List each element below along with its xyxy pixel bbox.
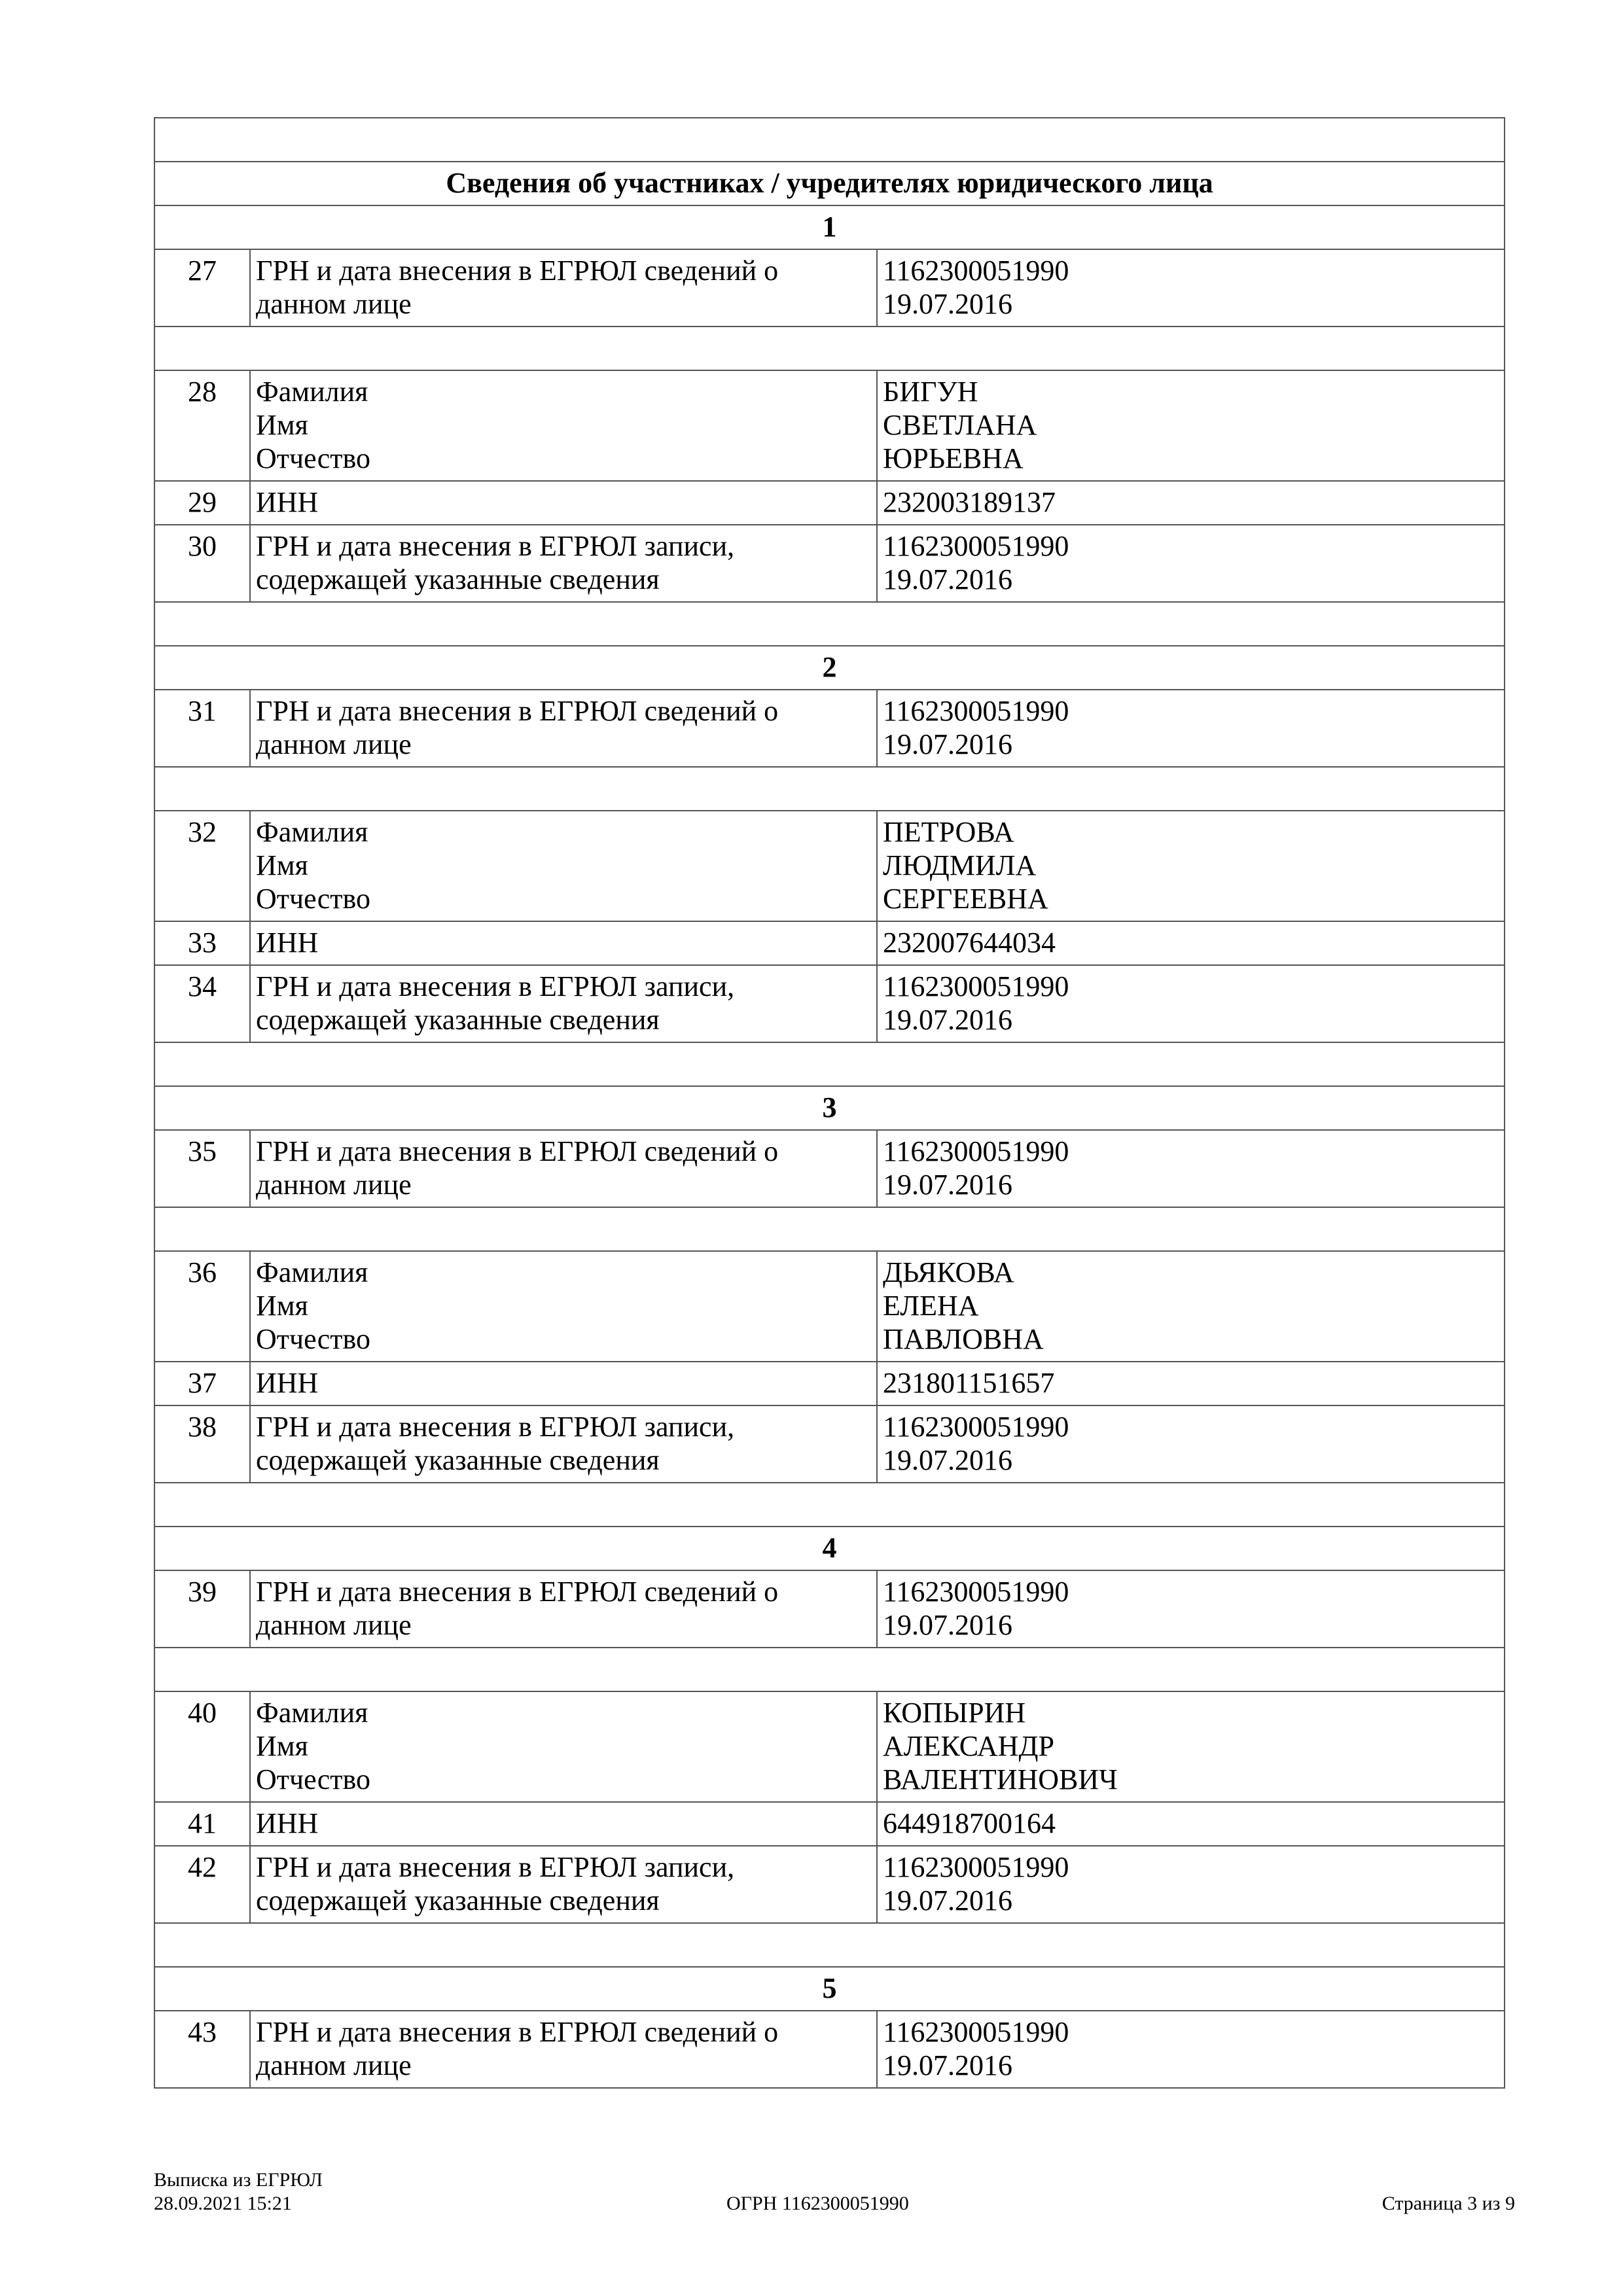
value-line: ПЕТРОВА: [883, 816, 1014, 848]
table-row: [154, 1802, 1505, 1846]
row-label: [250, 921, 877, 965]
label-line: ГРН и дата внесения в ЕГРЮЛ записи,: [256, 970, 735, 1002]
row-value: [877, 1846, 1505, 1923]
value-line: ВАЛЕНТИНОВИЧ: [883, 1763, 1118, 1795]
label-line: данном лице: [256, 288, 412, 320]
participant-group-row: [154, 1527, 1505, 1570]
row-number: 39: [154, 1570, 250, 1648]
row-label: [250, 811, 877, 921]
participant-group-row: [154, 205, 1505, 249]
row-value: [877, 481, 1505, 525]
row-label: [250, 1362, 877, 1405]
footer-left: [154, 2168, 323, 2216]
value-line: 19.07.2016: [883, 1004, 1012, 1036]
footer-datetime: 28.09.2021 15:21: [154, 2193, 292, 2214]
label-line: ГРН и дата внесения в ЕГРЮЛ записи,: [256, 530, 735, 562]
participant-number: 1: [154, 205, 1505, 249]
row-value: [877, 370, 1505, 481]
row-label: [250, 1130, 877, 1207]
label-line: ИНН: [256, 1807, 319, 1839]
value-line: КОПЫРИН: [883, 1697, 1026, 1729]
row-value: [877, 1251, 1505, 1362]
footer-page-number: Страница 3 из 9: [1382, 2193, 1515, 2214]
value-line: ЕЛЕНА: [883, 1290, 979, 1322]
row-label: [250, 1251, 877, 1362]
value-line: 232003189137: [883, 486, 1056, 518]
table-row: [154, 1251, 1505, 1362]
row-number: 35: [154, 1130, 250, 1207]
value-line: СВЕТЛАНА: [883, 409, 1037, 441]
row-value: [877, 690, 1505, 767]
row-number: 41: [154, 1802, 250, 1846]
section-header-row: [154, 162, 1505, 205]
label-line: ГРН и дата внесения в ЕГРЮЛ сведений о: [256, 695, 779, 727]
row-label: [250, 1405, 877, 1483]
table-row: [154, 481, 1505, 525]
value-line: 1162300051990: [883, 1411, 1069, 1443]
row-number: 31: [154, 690, 250, 767]
label-line: ГРН и дата внесения в ЕГРЮЛ сведений о: [256, 255, 779, 287]
row-number: 32: [154, 811, 250, 921]
value-line: ПАВЛОВНА: [883, 1323, 1044, 1355]
row-number: 37: [154, 1362, 250, 1405]
row-value: [877, 1405, 1505, 1483]
value-line: 1162300051990: [883, 970, 1069, 1002]
row-number: 33: [154, 921, 250, 965]
row-label: [250, 370, 877, 481]
blank-row: [154, 118, 1505, 162]
row-label: [250, 481, 877, 525]
value-line: 19.07.2016: [883, 1169, 1012, 1201]
participant-number: 2: [154, 646, 1505, 690]
row-number: 28: [154, 370, 250, 481]
blank-row: [154, 1648, 1505, 1691]
row-number: 42: [154, 1846, 250, 1923]
participant-number: 5: [154, 1967, 1505, 2011]
row-number: 27: [154, 249, 250, 327]
footer-ogrn: ОГРН 1162300051990: [726, 2193, 909, 2214]
value-line: 19.07.2016: [883, 1609, 1012, 1641]
table-row: [154, 690, 1505, 767]
table-row: [154, 249, 1505, 327]
row-number: 30: [154, 525, 250, 602]
blank-row: [154, 1483, 1505, 1527]
row-value: [877, 965, 1505, 1042]
participant-group-row: [154, 1967, 1505, 2011]
row-number: 36: [154, 1251, 250, 1362]
row-value: [877, 811, 1505, 921]
participant-number: 4: [154, 1527, 1505, 1570]
value-line: 1162300051990: [883, 2016, 1069, 2048]
value-line: ЮРЬЕВНА: [883, 442, 1024, 474]
row-value: [877, 1802, 1505, 1846]
label-line: Отчество: [256, 1323, 370, 1355]
row-label: [250, 2011, 877, 2088]
row-label: [250, 1691, 877, 1802]
label-line: Отчество: [256, 883, 370, 915]
label-line: ИНН: [256, 1367, 319, 1399]
row-value: [877, 1130, 1505, 1207]
label-line: Имя: [256, 409, 308, 441]
label-line: Отчество: [256, 442, 370, 474]
label-line: Имя: [256, 849, 308, 881]
row-label: [250, 1570, 877, 1648]
value-line: 19.07.2016: [883, 1884, 1012, 1916]
table-row: [154, 2011, 1505, 2088]
row-number: 43: [154, 2011, 250, 2088]
value-line: 19.07.2016: [883, 728, 1012, 760]
label-line: содержащей указанные сведения: [256, 1444, 660, 1476]
label-line: ГРН и дата внесения в ЕГРЮЛ сведений о: [256, 2016, 779, 2048]
label-line: содержащей указанные сведения: [256, 1004, 660, 1036]
value-line: СЕРГЕЕВНА: [883, 883, 1048, 915]
label-line: Имя: [256, 1290, 308, 1322]
value-line: 1162300051990: [883, 530, 1069, 562]
label-line: ГРН и дата внесения в ЕГРЮЛ записи,: [256, 1411, 735, 1443]
label-line: содержащей указанные сведения: [256, 1884, 660, 1916]
label-line: Фамилия: [256, 376, 368, 408]
row-label: [250, 525, 877, 602]
label-line: ГРН и дата внесения в ЕГРЮЛ сведений о: [256, 1576, 779, 1608]
row-value: [877, 1691, 1505, 1802]
label-line: Фамилия: [256, 816, 368, 848]
row-number: 40: [154, 1691, 250, 1802]
label-line: данном лице: [256, 1609, 412, 1641]
value-line: 644918700164: [883, 1807, 1056, 1839]
row-value: [877, 249, 1505, 327]
label-line: ИНН: [256, 486, 319, 518]
table-row: [154, 921, 1505, 965]
value-line: ЛЮДМИЛА: [883, 849, 1037, 881]
value-line: 1162300051990: [883, 1851, 1069, 1883]
table-row: [154, 1362, 1505, 1405]
row-value: [877, 2011, 1505, 2088]
participant-group-row: [154, 646, 1505, 690]
value-line: АЛЕКСАНДР: [883, 1730, 1054, 1762]
footer-doc-name: Выписка из ЕГРЮЛ: [154, 2169, 323, 2191]
row-number: 34: [154, 965, 250, 1042]
table-row: [154, 1691, 1505, 1802]
value-line: ДЬЯКОВА: [883, 1256, 1014, 1288]
row-value: [877, 525, 1505, 602]
participants-table: [154, 117, 1505, 2089]
row-label: [250, 249, 877, 327]
label-line: Отчество: [256, 1763, 370, 1795]
value-line: БИГУН: [883, 376, 978, 408]
row-label: [250, 1846, 877, 1923]
section-title: Сведения об участниках / учредителях юридического лица: [154, 162, 1505, 205]
table-row: [154, 1405, 1505, 1483]
label-line: Фамилия: [256, 1697, 368, 1729]
label-line: ГРН и дата внесения в ЕГРЮЛ сведений о: [256, 1135, 779, 1167]
row-number: 38: [154, 1405, 250, 1483]
value-line: 232007644034: [883, 927, 1056, 959]
label-line: Фамилия: [256, 1256, 368, 1288]
row-value: [877, 1570, 1505, 1648]
table-row: [154, 965, 1505, 1042]
label-line: Имя: [256, 1730, 308, 1762]
table-row: [154, 1846, 1505, 1923]
label-line: ГРН и дата внесения в ЕГРЮЛ записи,: [256, 1851, 735, 1883]
row-number: 29: [154, 481, 250, 525]
value-line: 19.07.2016: [883, 563, 1012, 595]
row-label: [250, 965, 877, 1042]
blank-row: [154, 1042, 1505, 1086]
blank-row: [154, 602, 1505, 646]
value-line: 231801151657: [883, 1367, 1055, 1399]
value-line: 19.07.2016: [883, 1444, 1012, 1476]
table-row: [154, 1570, 1505, 1648]
value-line: 1162300051990: [883, 695, 1069, 727]
row-value: [877, 1362, 1505, 1405]
blank-row: [154, 1923, 1505, 1967]
label-line: данном лице: [256, 2049, 412, 2081]
value-line: 1162300051990: [883, 1576, 1069, 1608]
blank-row: [154, 1207, 1505, 1251]
label-line: ИНН: [256, 927, 319, 959]
label-line: данном лице: [256, 1169, 412, 1201]
label-line: содержащей указанные сведения: [256, 563, 660, 595]
table-row: [154, 525, 1505, 602]
value-line: 19.07.2016: [883, 288, 1012, 320]
participant-number: 3: [154, 1086, 1505, 1130]
participant-group-row: [154, 1086, 1505, 1130]
table-row: [154, 811, 1505, 921]
blank-row: [154, 327, 1505, 370]
row-value: [877, 921, 1505, 965]
value-line: 1162300051990: [883, 1135, 1069, 1167]
row-label: [250, 1802, 877, 1846]
row-label: [250, 690, 877, 767]
table-row: [154, 370, 1505, 481]
value-line: 1162300051990: [883, 255, 1069, 287]
value-line: 19.07.2016: [883, 2049, 1012, 2081]
table-row: [154, 1130, 1505, 1207]
label-line: данном лице: [256, 728, 412, 760]
blank-row: [154, 767, 1505, 811]
